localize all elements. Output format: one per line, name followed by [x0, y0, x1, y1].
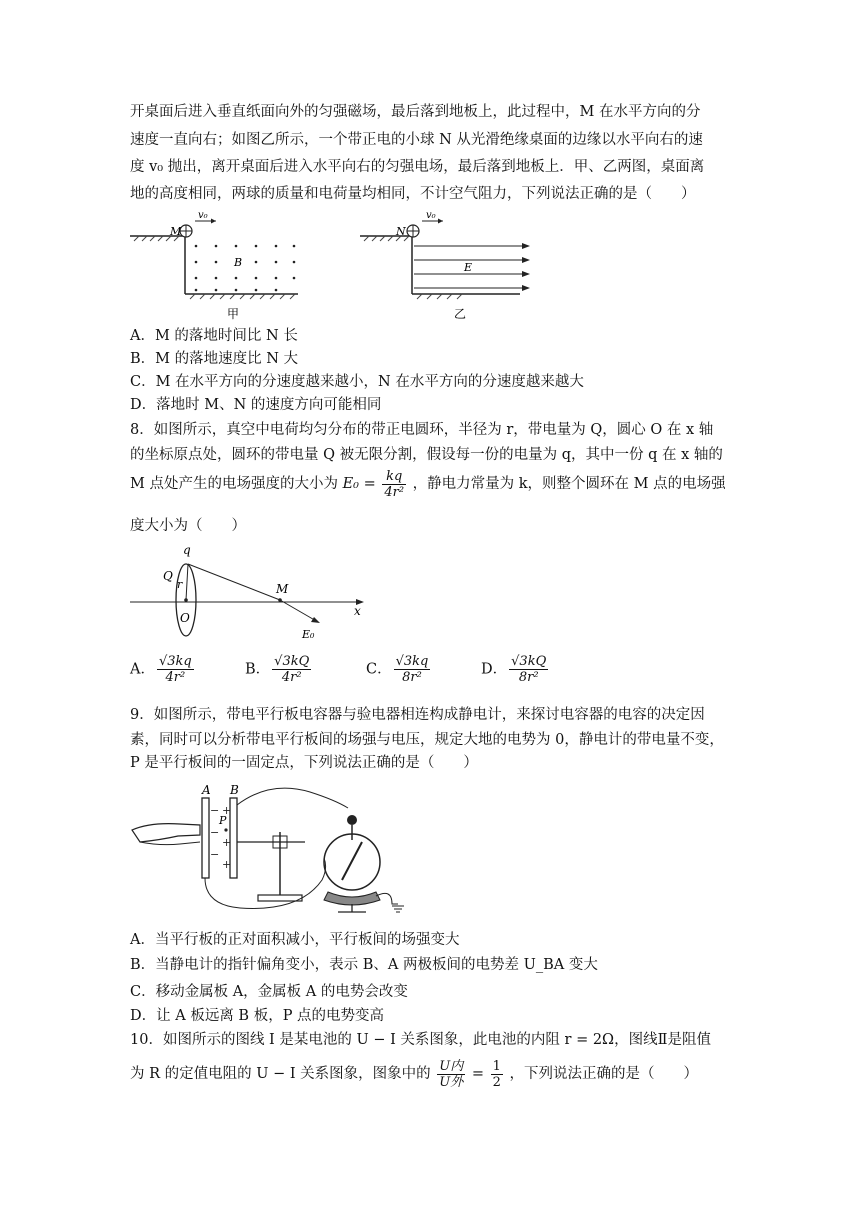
q8-option-c [366, 654, 432, 685]
q8-option-b [245, 654, 313, 685]
q9-figure [130, 780, 410, 915]
q7-option-b: B．M 的落地速度比 N 大 [130, 351, 299, 367]
q10-u-ratio [437, 1059, 465, 1090]
q7-line-2: 速度一直向右；如图乙所示，一个带正电的小球 N 从光滑绝缘桌面的边缘以水平向右的速 [130, 132, 703, 148]
svg-text:+: + [222, 836, 232, 849]
q8-option-a-num: √3kq [158, 654, 192, 669]
q8-option-b-num: √3kQ [274, 654, 310, 669]
plate-a [202, 798, 209, 878]
q9-option-d: D．让 A 板远离 B 板，P 点的电势变高 [130, 1008, 385, 1024]
q8-line-3-post: ，静电力常量为 k，则整个圆环在 M 点的电场强 [412, 476, 726, 492]
q8-option-d-num: √3kQ [511, 654, 547, 669]
q8-option-a-label: A． [130, 661, 155, 678]
hand-icon [132, 824, 200, 842]
q8-figure [130, 540, 370, 648]
q7-line-3: 度 v₀ 抛出，离开桌面后进入水平向右的匀强电场，最后落到地板上．甲、乙两图，桌面离 [130, 159, 705, 175]
electrometer-knob [347, 815, 357, 825]
q10-line-2-post: ，下列说法正确的是（ ） [509, 1066, 699, 1082]
svg-text:+: + [222, 804, 232, 817]
q7-figure [130, 208, 540, 323]
q8-option-c-fraction [394, 654, 431, 685]
q8-option-d-den: 8r² [518, 670, 539, 685]
q8-e0-denominator: 4r² [384, 484, 405, 500]
q10-half-den: 2 [492, 1074, 501, 1090]
q8-option-a-fraction [157, 654, 194, 685]
svg-text:+: + [222, 858, 232, 871]
q8-option-d [481, 654, 550, 685]
label-q: q [183, 543, 191, 557]
label-e-field: E [464, 261, 473, 274]
caption-jia: 甲 [227, 307, 240, 321]
label-v0-right: v₀ [426, 210, 436, 221]
label-big-q: Q [163, 569, 173, 583]
q8-option-a-den: 4r² [165, 670, 186, 685]
q9-line-1: 9．如图所示，带电平行板电容器与验电器相连构成静电计，来探讨电容器的电容的决定因 [130, 707, 705, 723]
q10-u-inner: U内 [439, 1058, 464, 1074]
q10-line-2 [130, 1054, 730, 1094]
q10-line-1: 10．如图所示的图线 Ⅰ 是某电池的 U − I 关系图象，此电池的内阻 r = 2Ω，图线Ⅱ是阻值 [130, 1032, 711, 1048]
q10-half-num: 1 [492, 1058, 501, 1074]
q7-option-d: D．落地时 M、N 的速度方向可能相同 [130, 397, 382, 413]
q8-line-2: 的坐标原点处，圆环的带电量 Q 被无限分割，假设每一份的电量为 q，其中一份 q 在 x 轴的 [130, 447, 723, 463]
label-plate-a: A [202, 783, 211, 797]
figure-jia [130, 210, 298, 321]
label-n: N [396, 225, 406, 238]
q7-line-1: 开桌面后进入垂直纸面向外的匀强磁场，最后落到地板上，此过程中，M 在水平方向的分 [130, 104, 701, 120]
label-m-point: M [276, 582, 289, 596]
svg-text:−: − [210, 804, 220, 817]
q10-equals: = [471, 1066, 485, 1082]
magnetic-field-dots [195, 245, 296, 292]
q8-option-b-fraction [272, 654, 311, 685]
label-m: M [170, 225, 182, 238]
q8-line-3-pre: M 点处产生的电场强度的大小为 [130, 476, 338, 492]
q7-option-c: C．M 在水平方向的分速度越来越小，N 在水平方向的分速度越来越大 [130, 374, 584, 390]
q9-line-2: 素，同时可以分析带电平行板间的场强与电压，规定大地的电势为 0，静电计的带电量不变， [130, 732, 724, 748]
q8-option-d-label: D． [481, 661, 508, 678]
q9-line-3: P 是平行板间的一固定点，下列说法正确的是（ ） [130, 755, 478, 771]
q8-option-b-label: B． [245, 661, 271, 678]
label-o: O [180, 611, 190, 625]
figure-yi [360, 210, 530, 321]
q10-u-outer: U外 [439, 1074, 464, 1090]
q8-e0-lhs: E₀ = [342, 476, 376, 492]
q9-option-a: A．当平行板的正对面积减小，平行板间的场强变大 [130, 932, 460, 948]
q7-line-4: 地的高度相同，两球的质量和电荷量均相同，不计空气阻力，下列说法正确的是（ ） [130, 186, 696, 202]
q8-line-4: 度大小为（ ） [130, 518, 246, 534]
q8-e0-fraction [382, 469, 406, 500]
label-r: r [177, 578, 183, 591]
svg-text:−: − [210, 848, 220, 861]
label-point-p: P [219, 814, 227, 827]
q8-e0-numerator: kq [382, 469, 406, 485]
label-b-field: B [234, 256, 243, 269]
label-v0-left: v₀ [198, 210, 208, 221]
q8-option-c-label: C． [366, 661, 392, 678]
q8-line-1: 8．如图所示，真空中电荷均匀分布的带正电圆环，半径为 r，带电量为 Q，圆心 O 在 x 轴 [130, 422, 714, 438]
q8-option-d-fraction [509, 654, 548, 685]
q8-option-c-num: √3kq [395, 654, 429, 669]
q10-half [491, 1059, 503, 1090]
q7-option-a: A．M 的落地时间比 N 长 [130, 328, 298, 344]
electrometer-needle [342, 842, 362, 880]
q8-option-c-den: 8r² [402, 670, 422, 685]
label-e0: E₀ [302, 628, 315, 641]
q8-option-a [130, 654, 196, 685]
q8-option-b-den: 4r² [281, 670, 302, 685]
q9-option-b: B．当静电计的指针偏角变小，表示 B、A 两极板间的电势差 U_BA 变大 [130, 957, 598, 973]
label-plate-b: B [230, 783, 239, 797]
label-x-axis: x [354, 604, 361, 618]
svg-text:−: − [210, 826, 220, 839]
q10-line-2-pre: 为 R 的定值电阻的 U − I 关系图象，图象中的 [130, 1066, 431, 1082]
caption-yi: 乙 [454, 307, 467, 321]
q9-option-c: C．移动金属板 A，金属板 A 的电势会改变 [130, 984, 408, 1000]
q8-line-3 [130, 466, 730, 502]
